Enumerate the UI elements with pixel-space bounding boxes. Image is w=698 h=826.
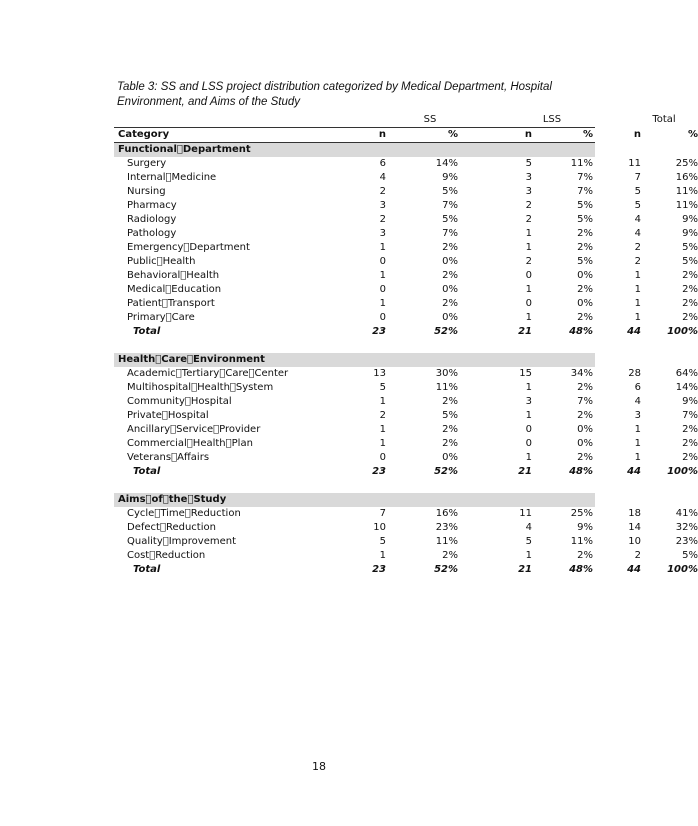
cell-lss-pct: 25% [570,508,593,519]
cell-ss-pct: 14% [435,158,458,169]
table-row [114,269,698,283]
row-label: Radiology [127,214,177,225]
cell-ss-pct: 0% [442,452,458,463]
cell-ss-n: 1 [379,242,386,253]
cell-lss-n: 21 [518,466,532,477]
cell-ss-pct: 0% [442,256,458,267]
cell-ss-n: 23 [372,326,386,337]
cell-total-pct: 9% [682,396,698,407]
cell-ss-pct: 52% [434,466,458,477]
cell-total-pct: 9% [682,214,698,225]
cell-lss-n: 21 [518,326,532,337]
cell-total-pct: 5% [682,256,698,267]
cell-lss-pct: 48% [569,326,593,337]
cell-lss-pct: 0% [577,424,593,435]
cell-total-pct: 7% [682,410,698,421]
cell-ss-n: 0 [379,312,386,323]
cell-lss-n: 2 [525,200,532,211]
cell-ss-pct: 23% [435,522,458,533]
row-label: Primary Care [127,312,195,323]
cell-total-pct: 32% [675,522,698,533]
cell-ss-n: 2 [379,410,386,421]
cell-total-pct: 100% [667,466,698,477]
cell-lss-n: 4 [525,522,532,533]
table-row [114,255,698,269]
total-row [114,563,698,577]
row-label: Pathology [127,228,177,239]
cell-ss-n: 2 [379,186,386,197]
cell-ss-pct: 5% [442,214,458,225]
cell-lss-pct: 2% [577,228,593,239]
cell-ss-pct: 2% [442,242,458,253]
table-row [114,199,698,213]
cell-total-n: 4 [634,214,641,225]
cell-lss-pct: 7% [577,172,593,183]
total-label: Total [133,326,161,337]
cell-lss-pct: 5% [577,200,593,211]
cell-ss-n: 23 [372,466,386,477]
cell-total-n: 5 [634,186,641,197]
cell-lss-n: 1 [525,284,532,295]
cell-ss-n: 3 [379,200,386,211]
cell-ss-n: 1 [379,438,386,449]
row-label: Veterans Affairs [127,452,210,463]
table-row [114,297,698,311]
table-row [114,535,698,549]
cell-ss-n: 6 [379,158,386,169]
cell-total-n: 1 [634,298,641,309]
cell-lss-pct: 34% [570,368,593,379]
cell-ss-n: 23 [372,564,386,575]
row-label: Defect Reduction [127,522,216,533]
table-row [114,549,698,563]
cell-ss-n: 2 [379,214,386,225]
table-row [114,311,698,325]
cell-lss-pct: 2% [577,550,593,561]
cell-ss-pct: 2% [442,550,458,561]
cell-ss-pct: 7% [442,200,458,211]
cell-lss-n: 1 [525,312,532,323]
cell-total-n: 2 [634,256,641,267]
cell-lss-n: 5 [525,536,532,547]
cell-lss-n: 1 [525,228,532,239]
cell-total-n: 4 [634,228,641,239]
table-row [114,451,698,465]
cell-total-pct: 25% [675,158,698,169]
table-row [114,521,698,535]
cell-ss-n: 10 [373,522,386,533]
table-row [114,241,698,255]
cell-total-pct: 16% [675,172,698,183]
row-label: Public Health [127,256,196,267]
table-caption: Table 3: SS and LSS project distribution categorized by Medical Department, Hospital Environment, and Aims of the Study [117,81,552,108]
total-label: Total [133,564,161,575]
cell-lss-n: 1 [525,452,532,463]
column-header-total-pct: % [687,129,698,140]
cell-total-pct: 2% [682,298,698,309]
table-row [114,395,698,409]
group-header-row [114,113,676,127]
total-label: Total [133,466,161,477]
cell-ss-pct: 2% [442,424,458,435]
cell-total-n: 3 [634,410,641,421]
cell-ss-n: 13 [373,368,386,379]
section-header-row [114,143,595,157]
row-label: Nursing [127,186,166,197]
cell-lss-n: 3 [525,396,532,407]
row-label: Community Hospital [127,396,232,407]
cell-total-n: 1 [634,438,641,449]
cell-ss-pct: 2% [442,438,458,449]
cell-total-n: 44 [627,564,641,575]
cell-ss-pct: 2% [442,298,458,309]
cell-total-n: 1 [634,284,641,295]
cell-lss-pct: 48% [569,466,593,477]
group-header-ss: SS [423,114,437,125]
cell-lss-pct: 2% [577,284,593,295]
cell-total-pct: 2% [682,438,698,449]
cell-lss-n: 3 [525,172,532,183]
table-row [114,213,698,227]
cell-ss-pct: 52% [434,564,458,575]
cell-lss-n: 0 [525,270,532,281]
total-row [114,465,698,479]
total-row [114,325,698,339]
cell-total-pct: 100% [667,326,698,337]
cell-lss-pct: 0% [577,270,593,281]
column-header-total-n: n [633,129,641,140]
cell-lss-pct: 2% [577,382,593,393]
row-label: Cost Reduction [127,550,206,561]
cell-total-n: 10 [628,536,641,547]
distribution-table [114,113,698,577]
row-label: Multihospital Health System [127,382,274,393]
row-label: Emergency Department [127,242,250,253]
cell-lss-n: 1 [525,550,532,561]
table-row [114,507,698,521]
cell-ss-n: 1 [379,550,386,561]
cell-lss-n: 0 [525,424,532,435]
cell-lss-pct: 0% [577,438,593,449]
cell-lss-pct: 2% [577,312,593,323]
cell-total-pct: 64% [675,368,698,379]
row-label: Internal Medicine [127,172,217,183]
cell-lss-n: 11 [519,508,532,519]
cell-total-pct: 5% [682,242,698,253]
cell-lss-n: 1 [525,242,532,253]
table-row [114,367,698,381]
cell-lss-n: 2 [525,214,532,225]
cell-total-n: 1 [634,452,641,463]
row-label: Private Hospital [127,410,209,421]
cell-total-pct: 5% [682,550,698,561]
cell-lss-n: 2 [525,256,532,267]
cell-lss-pct: 0% [577,298,593,309]
row-label: Ancillary Service Provider [127,424,261,435]
section-title: Functional Department [118,144,251,155]
cell-lss-pct: 11% [570,536,593,547]
cell-ss-pct: 0% [442,312,458,323]
column-header-lss-pct: % [582,129,593,140]
column-header-ss-pct: % [447,129,458,140]
cell-total-n: 1 [634,424,641,435]
cell-ss-pct: 9% [442,172,458,183]
cell-lss-n: 0 [525,298,532,309]
column-header-category: Category [118,129,170,140]
group-header-lss: LSS [542,114,562,125]
cell-total-n: 2 [634,242,641,253]
row-label: Behavioral Health [127,270,220,281]
cell-total-n: 4 [634,396,641,407]
cell-ss-n: 1 [379,298,386,309]
row-label: Commercial Health Plan [127,438,253,449]
cell-ss-pct: 5% [442,186,458,197]
table-row [114,437,698,451]
group-header-total: Total [652,114,676,125]
cell-lss-n: 0 [525,438,532,449]
table-row [114,227,698,241]
row-label: Quality Improvement [127,536,237,547]
table-row [114,409,698,423]
cell-total-n: 1 [634,312,641,323]
row-label: Pharmacy [127,200,177,211]
cell-total-n: 6 [634,382,641,393]
table-row [114,157,698,171]
cell-lss-pct: 5% [577,256,593,267]
row-label: Academic Tertiary Care Center [127,368,289,379]
section-title: Health Care Environment [118,354,265,365]
cell-lss-pct: 7% [577,186,593,197]
cell-lss-pct: 11% [570,158,593,169]
cell-lss-n: 3 [525,186,532,197]
cell-total-n: 14 [628,522,641,533]
cell-ss-pct: 11% [435,536,458,547]
cell-total-pct: 2% [682,284,698,295]
page-number: 18 [312,760,326,773]
cell-total-pct: 23% [675,536,698,547]
cell-total-n: 18 [628,508,641,519]
cell-ss-n: 0 [379,256,386,267]
section-header-row [114,493,595,507]
cell-total-n: 1 [634,270,641,281]
cell-ss-n: 1 [379,396,386,407]
cell-total-n: 44 [627,326,641,337]
row-label: Medical Education [127,284,222,295]
column-header-lss-n: n [524,129,532,140]
cell-lss-pct: 2% [577,410,593,421]
cell-lss-pct: 2% [577,242,593,253]
table-row [114,381,698,395]
cell-ss-pct: 52% [434,326,458,337]
cell-lss-n: 21 [518,564,532,575]
cell-total-pct: 41% [675,508,698,519]
cell-lss-n: 5 [525,158,532,169]
cell-total-n: 44 [627,466,641,477]
column-header-ss-n: n [378,129,386,140]
cell-total-pct: 2% [682,270,698,281]
cell-total-pct: 11% [675,186,698,197]
cell-total-pct: 11% [675,200,698,211]
cell-total-n: 28 [628,368,641,379]
row-label: Patient Transport [127,298,215,309]
cell-ss-n: 5 [379,536,386,547]
row-label: Surgery [127,158,167,169]
cell-total-n: 5 [634,200,641,211]
cell-ss-n: 4 [379,172,386,183]
section-header-row [114,353,595,367]
cell-ss-pct: 5% [442,410,458,421]
cell-total-pct: 14% [675,382,698,393]
cell-ss-pct: 0% [442,284,458,295]
cell-total-pct: 2% [682,312,698,323]
cell-total-pct: 2% [682,424,698,435]
table-row [114,283,698,297]
cell-ss-n: 5 [379,382,386,393]
cell-lss-n: 15 [519,368,532,379]
cell-ss-n: 1 [379,424,386,435]
cell-ss-n: 1 [379,270,386,281]
cell-lss-n: 1 [525,410,532,421]
section-spacer [114,339,595,353]
cell-lss-pct: 5% [577,214,593,225]
cell-total-n: 2 [634,550,641,561]
cell-total-pct: 100% [667,564,698,575]
cell-lss-pct: 9% [577,522,593,533]
row-label: Cycle Time Reduction [127,508,241,519]
table-row [114,171,698,185]
cell-ss-pct: 30% [435,368,458,379]
cell-ss-pct: 16% [435,508,458,519]
cell-lss-pct: 7% [577,396,593,407]
cell-ss-n: 7 [379,508,386,519]
cell-total-n: 7 [634,172,641,183]
table-row [114,185,698,199]
cell-ss-pct: 2% [442,270,458,281]
section-spacer [114,479,595,493]
cell-total-pct: 2% [682,452,698,463]
section-title: Aims of the Study [118,494,227,505]
cell-lss-pct: 2% [577,452,593,463]
cell-ss-pct: 7% [442,228,458,239]
cell-ss-n: 0 [379,284,386,295]
cell-ss-pct: 2% [442,396,458,407]
cell-ss-n: 3 [379,228,386,239]
cell-lss-pct: 48% [569,564,593,575]
cell-total-n: 11 [628,158,641,169]
cell-ss-pct: 11% [435,382,458,393]
cell-total-pct: 9% [682,228,698,239]
table-row [114,423,698,437]
cell-ss-n: 0 [379,452,386,463]
cell-lss-n: 1 [525,382,532,393]
column-header-row [114,127,698,143]
